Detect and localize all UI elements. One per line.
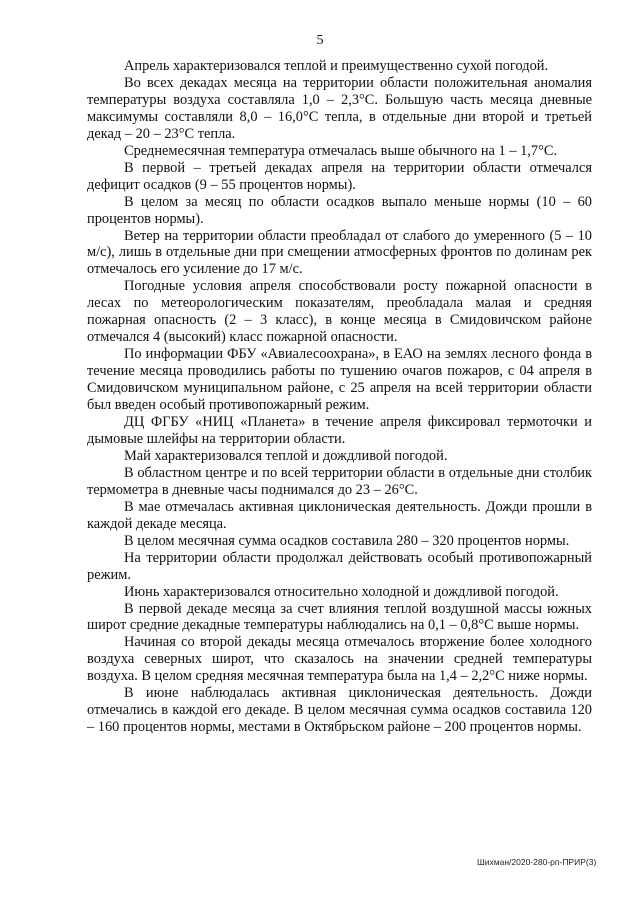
paragraph-april-wind: Ветер на территории области преобладал от слабого до умеренного (5 – 10 м/с), лишь в отдельные дни при смещении атмосферных фронтов по долинам рек отмечалось его усиление до 17 м/с. <box>87 227 592 278</box>
paragraph-may-fire-regime: На территории области продолжал действовать особый противопожарный режим. <box>87 549 592 583</box>
paragraph-april-monthly-precipitation: В целом за месяц по области осадков выпало меньше нормы (10 – 60 процентов нормы). <box>87 193 592 227</box>
paragraph-may-cyclones: В мае отмечалась активная циклоническая деятельность. Дожди прошли в каждой декаде месяца. <box>87 498 592 532</box>
paragraph-april-precipitation-deficit: В первой – третьей декадах апреля на территории области отмечался дефицит осадков (9 – 55 процентов нормы). <box>87 159 592 193</box>
paragraph-may-temperature: В областном центре и по всей территории области в отдельные дни столбик термометра в дневные часы поднимался до 23 – 26°С. <box>87 464 592 498</box>
paragraph-may-precipitation: В целом месячная сумма осадков составила 280 – 320 процентов нормы. <box>124 532 570 549</box>
paragraph-april-fire-regime: По информации ФБУ «Авиалесоохрана», в ЕАО на землях лесного фонда в течение месяца проводились работы по тушению очагов пожаров, с 04 апреля в Смидовичском муниципальном районе, с 25 апреля на всей территории области был введен особый противопожарный режим. <box>87 346 592 414</box>
paragraph-april-fire-danger: Погодные условия апреля способствовали росту пожарной опасности в лесах по метеорологическим показателям, преобладала малая и средняя пожарная опасность (2 – 3 класс), в конце месяца в Смидовичском районе отмечался 4 (высокий) класс пожарной опасности. <box>87 278 592 346</box>
paragraph-june-summary: Июнь характеризовался относительно холодной и дождливой погодой. <box>124 583 559 600</box>
paragraph-april-satellite-monitoring: ДЦ ФГБУ «НИЦ «Планета» в течение апреля фиксировал термоточки и дымовые шлейфы на территории области. <box>87 414 592 447</box>
paragraph-june-precipitation: В июне наблюдалась активная циклоническая деятельность. Дожди отмечались в каждой его декаде. В целом месячная сумма осадков составила 120 – 160 процентов нормы, местами в Октябрьском районе – 200 процентов нормы. <box>87 685 592 736</box>
paragraph-april-mean-temperature: Среднемесячная температура отмечалась выше обычного на 1 – 1,7°С. <box>124 142 558 159</box>
paragraph-june-cold-air: Начиная со второй декады месяца отмечалось вторжение более холодного воздуха северных широт, что сказалось на значении средней температуры воздуха. В целом средняя месячная температура была на 1,4 – 2,2°С ниже нормы. <box>87 634 592 685</box>
paragraph-april-temperature-anomaly: Во всех декадах месяца на территории области положительная аномалия температуры воздуха составляла 1,0 – 2,3°С. Большую часть месяца дневные максимумы составляли 8,0 – 16,0°С тепла, в отдельные дни второй и третьей декад – 20 – 23°С тепла. <box>87 74 592 142</box>
page-number: 5 <box>316 33 324 48</box>
document-registration-code: Шихман/2020-280-рп-ПРИР(3) <box>477 857 597 867</box>
paragraph-may-summary: Май характеризовался теплой и дождливой погодой. <box>124 447 448 464</box>
paragraph-june-first-decade: В первой декаде месяца за счет влияния теплой воздушной массы южных широт средние декадные температуры наблюдались на 0,1 – 0,8°С выше нормы. <box>87 600 592 634</box>
document-body <box>87 58 592 736</box>
paragraph-april-summary: Апрель характеризовался теплой и преимущественно сухой погодой. <box>124 58 549 74</box>
